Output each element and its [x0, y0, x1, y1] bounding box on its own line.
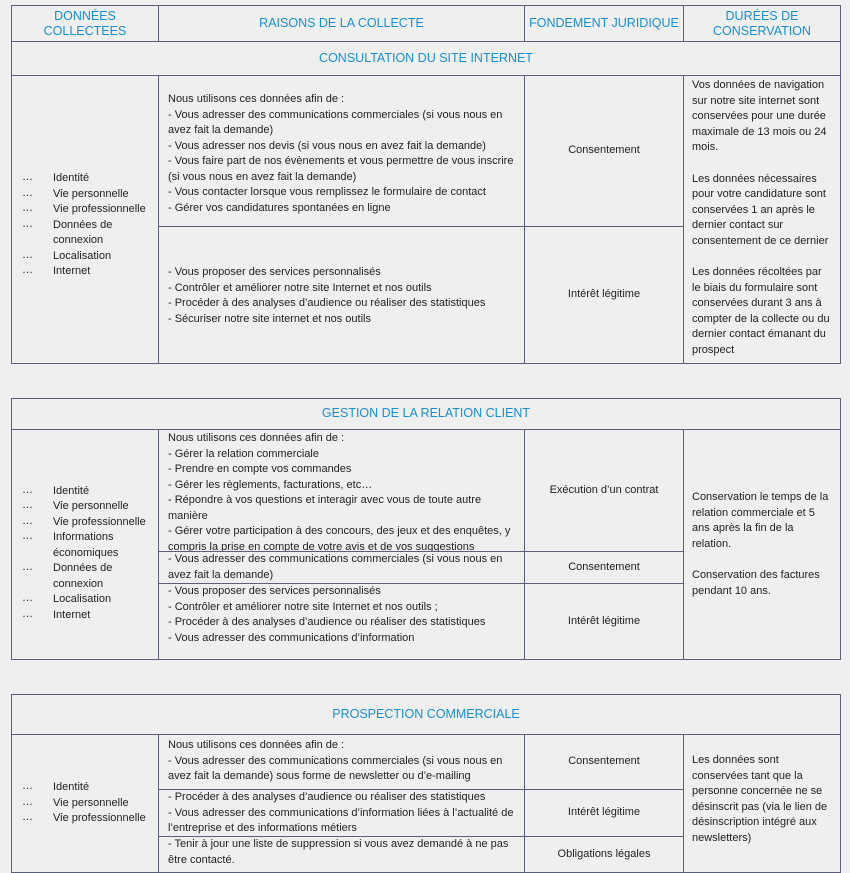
legal-prospection-legal	[524, 836, 684, 873]
reason-line: Nous utilisons ces données afin de :	[168, 739, 345, 751]
reasons-crm-consent	[158, 551, 525, 584]
retention-site	[683, 75, 841, 364]
header-legal-basis	[524, 5, 684, 42]
reason-line: - Sécuriser notre site internet et nos outils	[168, 312, 371, 325]
retention-text: Conservation des factures pendant 10 ans.	[692, 569, 820, 597]
data-list-prospection	[11, 734, 159, 873]
data-item: … Données de connexion	[22, 561, 158, 592]
reasons-prospection-consent	[158, 734, 525, 790]
section-title-crm	[11, 398, 841, 430]
section-title-site	[11, 41, 841, 76]
data-items-site	[12, 171, 158, 280]
data-item: … Identité	[22, 171, 158, 187]
reason-line: - Gérer vos candidatures spontanées en ligne	[168, 201, 391, 214]
legal-basis-label: Consentement	[568, 144, 640, 157]
reason-line: - Procéder à des analyses d’audience ou réaliser des statistiques	[168, 297, 486, 309]
legal-basis-label: Consentement	[568, 755, 640, 768]
legal-basis-label: Intérêt légitime	[567, 288, 641, 301]
reason-line: - Vous adresser des communications commerciales (si vous nous en avez fait la demande) sous forme de newsletter ou d’e-mailing	[168, 754, 503, 782]
legal-basis-label: Intérêt légitime	[567, 614, 641, 627]
data-item: … Vie personnelle	[22, 796, 146, 812]
reason-line: - Vous adresser des communications commerciales (si vous nous en avez fait la demande)	[168, 553, 503, 581]
reason-line: Nous utilisons ces données afin de :	[168, 432, 345, 444]
reasons-prospection-legit	[158, 789, 525, 837]
data-items-crm	[12, 484, 158, 624]
header-data-collected	[11, 5, 159, 42]
reason-line: - Vous contacter lorsque vous remplissez le formulaire de contact	[168, 186, 486, 198]
reason-line: - Contrôler et améliorer notre site Internet et nos outils ;	[168, 600, 438, 613]
reasons-site-consent	[158, 75, 525, 227]
reason-line: Nous utilisons ces données afin de :	[168, 93, 345, 105]
section-title-prospection	[11, 694, 841, 735]
data-item: … Vie personnelle	[22, 499, 158, 515]
retention-text: Les données nécessaires pour votre candidature sont conservées 1 an après le dernier contact sur consentement de ce dernier	[692, 172, 829, 247]
reason-line: - Gérer les règlements, facturations, etc…	[168, 478, 373, 491]
header-retention-label: DURÉES DE CONSERVATION	[713, 8, 811, 38]
section-title-site-label: CONSULTATION DU SITE INTERNET	[319, 50, 533, 65]
data-item: … Données de connexion	[22, 218, 158, 249]
reason-line: - Vous adresser des communications d’information	[168, 631, 415, 644]
legal-crm-legit	[524, 583, 684, 660]
retention-text: Conservation le temps de la relation commerciale et 5 ans après la fin de la relation.	[692, 491, 829, 550]
reason-line: - Vous proposer des services personnalisés	[168, 266, 381, 278]
data-item: … Internet	[22, 264, 158, 280]
header-reasons-label: RAISONS DE LA COLLECTE	[259, 16, 424, 30]
data-item: … Internet	[22, 608, 158, 624]
reason-line: - Vous adresser des communications commerciales (si vous nous en avez fait la demande)	[168, 108, 503, 136]
data-item: … Vie professionnelle	[22, 811, 146, 827]
retention-text: Les données sont conservées tant que la personne concernée ne se désinscrit pas (via le lien de désinscription intégré aux newsletters)	[692, 754, 828, 844]
reason-line: - Contrôler et améliorer notre site Internet et nos outils	[168, 281, 432, 294]
reasons-site-legit	[158, 226, 525, 364]
reasons-crm-contract	[158, 429, 525, 552]
reason-line: - Gérer votre participation à des concours, des jeux et des enquêtes, y compris la prise en compte de votre avis et de vos suggestions	[168, 525, 511, 552]
data-item: … Vie professionnelle	[22, 515, 158, 531]
reason-line: - Vous proposer des services personnalisés	[168, 585, 381, 597]
legal-prospection-legit	[524, 789, 684, 837]
reasons-prospection-legal	[158, 836, 525, 873]
header-retention	[683, 5, 841, 42]
data-item: … Vie professionnelle	[22, 202, 158, 218]
retention-text: Les données récoltées par le biais du formulaire sont conservées durant 3 ans à compter de la collecte ou du dernier contact émanant du prospect	[692, 266, 830, 356]
legal-site-legit	[524, 226, 684, 364]
reason-line: - Répondre à vos questions et interagir avec vous de toute autre manière	[168, 494, 482, 522]
legal-site-consent	[524, 75, 684, 227]
legal-basis-label: Exécution d’un contrat	[549, 483, 659, 496]
reason-line: - Procéder à des analyses d’audience ou réaliser des statistiques	[168, 791, 486, 803]
legal-basis-label: Obligations légales	[557, 847, 651, 860]
data-list-site	[11, 75, 159, 364]
data-list-crm	[11, 429, 159, 660]
legal-crm-contract	[524, 429, 684, 552]
reason-line: - Procéder à des analyses d’audience ou réaliser des statistiques	[168, 616, 486, 628]
reason-line: - Vous faire part de nos évènements et vous permettre de vous inscrire (si vous nous en avez fait la demande)	[168, 155, 514, 183]
section-title-crm-label: GESTION DE LA RELATION CLIENT	[321, 406, 531, 421]
reason-line: - Vous adresser nos devis (si vous nous en avez fait la demande)	[168, 139, 486, 152]
reason-line: - Gérer la relation commerciale	[168, 447, 319, 460]
data-item: … Informations économiques	[22, 530, 158, 561]
header-legal-basis-label: FONDEMENT JURIDIQUE	[529, 16, 679, 30]
reason-line: - Vous adresser des communications d’information liées à l’actualité de l’entreprise et des informations métiers	[168, 806, 514, 834]
section-title-prospection-label: PROSPECTION COMMERCIALE	[332, 706, 520, 721]
data-item: … Identité	[22, 484, 158, 500]
data-item: … Vie personnelle	[22, 187, 158, 203]
legal-basis-label: Consentement	[568, 560, 640, 573]
header-reasons	[158, 5, 525, 42]
reasons-crm-legit	[158, 583, 525, 660]
legal-basis-label: Intérêt légitime	[567, 806, 641, 819]
data-item: … Localisation	[22, 249, 158, 265]
legal-crm-consent	[524, 551, 684, 584]
reason-line: - Tenir à jour une liste de suppression si vous avez demandé à ne pas être contacté.	[168, 838, 509, 866]
retention-text: Vos données de navigation sur notre site internet sont conservées pour une durée maximale de 13 mois ou 24 mois.	[692, 79, 827, 153]
retention-prospection	[683, 734, 841, 873]
legal-prospection-consent	[524, 734, 684, 790]
data-item: … Identité	[22, 780, 146, 796]
data-item: … Localisation	[22, 592, 158, 608]
retention-crm	[683, 429, 841, 660]
data-items-prospection	[12, 780, 146, 827]
reason-line: - Prendre en compte vos commandes	[168, 463, 352, 475]
header-data-collected-label: DONNÉES COLLECTEES	[43, 8, 127, 38]
